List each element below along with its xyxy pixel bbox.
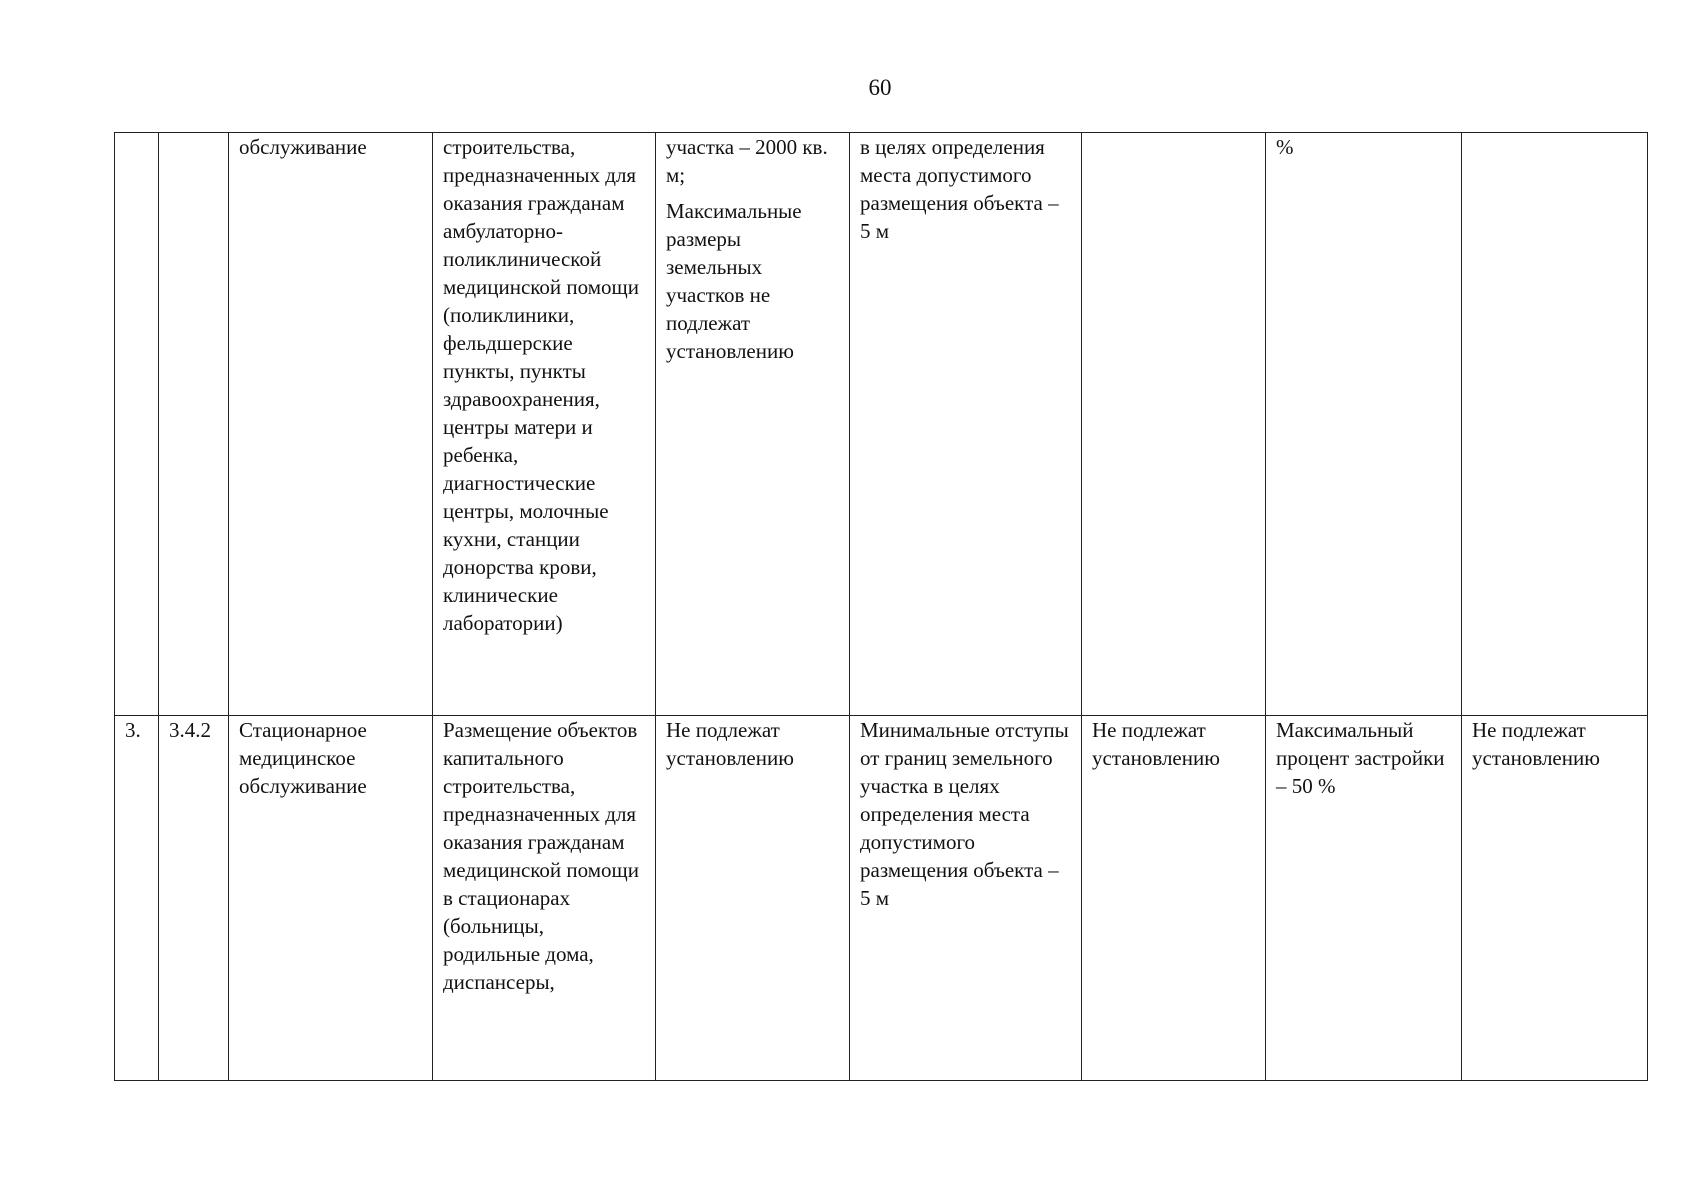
cell-setbacks: Минимальные отступы от границ земельного участка в целях определения места допустимого размещения объекта – 5 м [850,716,1082,1081]
cell-other [1462,133,1648,716]
cell-code [159,133,229,716]
cell-use-name: обслуживание [229,133,433,716]
cell-plot-size: Не подлежат установлению [656,716,850,1081]
cell-floors: Не подлежат установлению [1082,716,1266,1081]
plot-size-text: Максимальные размеры земельных участков не подлежат установлению [666,199,802,363]
regulations-table [114,132,1648,1081]
cell-description: строительства, предназначенных для оказания гражданам амбулаторно-поликлинической медицинской помощи (поликлиники, фельдшерские пункты, пункты здравоохранения, центры матери и ребенка, диагностические центры, молочные кухни, станции донорства крови, клинические лаборатории) [433,133,656,716]
cell-coverage: Максимальный процент застройки – 50 % [1266,716,1462,1081]
cell-floors [1082,133,1266,716]
table-row [115,716,1648,1081]
cell-setbacks: в целях определения места допустимого размещения объекта – 5 м [850,133,1082,716]
cell-plot-size [656,133,850,716]
cell-other: Не подлежат установлению [1462,716,1648,1081]
cell-number: 3. [115,716,159,1081]
page-number: 60 [868,75,892,100]
cell-description: Размещение объектов капитального строительства, предназначенных для оказания гражданам медицинской помощи в стационарах (больницы, родильные дома, диспансеры, [433,716,656,1081]
cell-code: 3.4.2 [159,716,229,1081]
cell-coverage: % [1266,133,1462,716]
cell-number [115,133,159,716]
cell-use-name: Стационарное медицинское обслуживание [229,716,433,1081]
table-row [115,133,1648,716]
plot-size-text: участка – 2000 кв. м; [666,135,828,187]
